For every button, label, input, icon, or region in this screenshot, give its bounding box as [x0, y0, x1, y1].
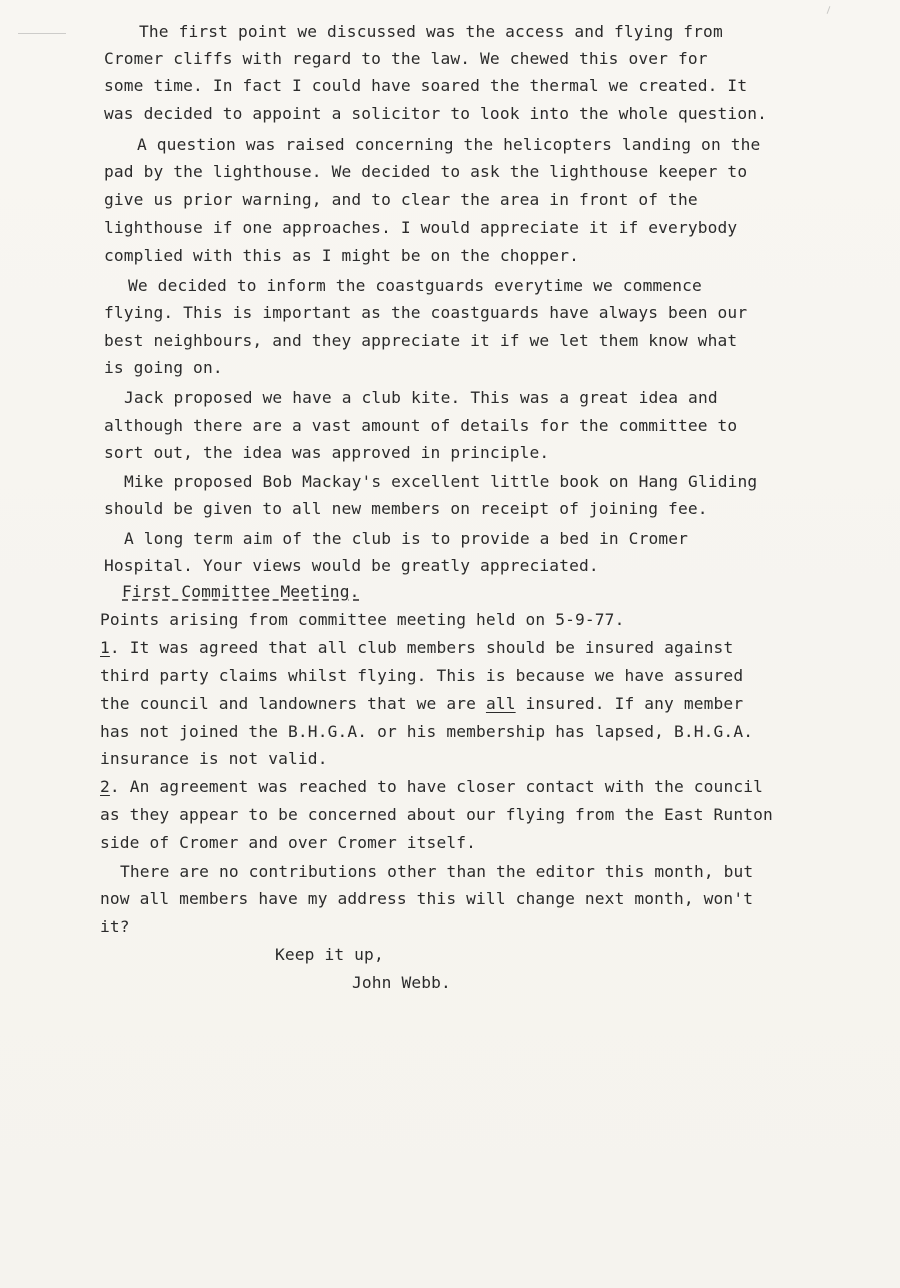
- paragraph-4-line-1: Jack proposed we have a club kite. This was a great idea and: [124, 388, 718, 407]
- paragraph-3-line-4: is going on.: [104, 358, 223, 377]
- paragraph-6-line-1: A long term aim of the club is to provide a bed in Cromer: [124, 529, 689, 548]
- paragraph-5-line-2: should be given to all new members on receipt of joining fee.: [104, 499, 708, 518]
- item-1-number: 1: [100, 638, 110, 657]
- paper-mark-top-left: [18, 33, 66, 34]
- item-1-line-2: third party claims whilst flying. This is because we have assured: [100, 666, 744, 685]
- paragraph-4-line-2: although there are a vast amount of details for the committee to: [104, 416, 738, 435]
- paragraph-3-line-2: flying. This is important as the coastguards have always been our: [104, 303, 748, 322]
- item-1-line-5: insurance is not valid.: [100, 749, 328, 768]
- item-2-line-3: side of Cromer and over Cromer itself.: [100, 833, 477, 852]
- closing-line-3: it?: [100, 917, 130, 936]
- closing-line-2: now all members have my address this will change next month, won't: [100, 889, 754, 908]
- closing-line-1: There are no contributions other than the editor this month, but: [120, 862, 754, 881]
- item-2-number: 2: [100, 777, 110, 796]
- paragraph-1-line-4: was decided to appoint a solicitor to look into the whole question.: [104, 104, 768, 123]
- paragraph-3-line-1: We decided to inform the coastguards everytime we commence: [128, 276, 702, 295]
- item-1-line-3-post: insured. If any member: [515, 694, 744, 713]
- item-1-line-1: [100, 638, 733, 658]
- signoff-greeting: Keep it up,: [275, 945, 384, 964]
- paragraph-6-line-2: Hospital. Your views would be greatly appreciated.: [104, 556, 599, 575]
- committee-heading: First Committee Meeting.: [122, 582, 360, 601]
- item-1-text: . It was agreed that all club members should be insured against: [109, 638, 734, 657]
- paragraph-2-line-1: A question was raised concerning the helicopters landing on the: [137, 135, 761, 154]
- paragraph-1-line-1: The first point we discussed was the access and flying from: [139, 22, 723, 41]
- item-2-text: . An agreement was reached to have closer contact with the council: [109, 777, 764, 796]
- underlined-all: all: [485, 694, 516, 713]
- paper-mark-top-right: [827, 6, 831, 14]
- paragraph-2-line-5: complied with this as I might be on the chopper.: [104, 246, 579, 265]
- paragraph-5-line-1: Mike proposed Bob Mackay's excellent little book on Hang Gliding: [124, 472, 758, 491]
- paragraph-4-line-3: sort out, the idea was approved in principle.: [104, 443, 550, 462]
- item-2-line-1: [100, 777, 763, 797]
- paragraph-2-line-3: give us prior warning, and to clear the area in front of the: [104, 190, 698, 209]
- paragraph-2-line-2: pad by the lighthouse. We decided to ask the lighthouse keeper to: [104, 162, 748, 181]
- item-1-line-4: has not joined the B.H.G.A. or his membership has lapsed, B.H.G.A.: [100, 722, 754, 741]
- item-1-line-3-pre: the council and landowners that we are: [100, 694, 486, 713]
- committee-intro: Points arising from committee meeting held on 5-9-77.: [100, 610, 625, 629]
- item-1-line-3: [100, 694, 743, 714]
- signoff-name: John Webb.: [352, 973, 451, 992]
- paragraph-1-line-2: Cromer cliffs with regard to the law. We chewed this over for: [104, 49, 708, 68]
- item-2-line-2: as they appear to be concerned about our flying from the East Runton: [100, 805, 773, 824]
- paragraph-3-line-3: best neighbours, and they appreciate it if we let them know what: [104, 331, 738, 350]
- paragraph-2-line-4: lighthouse if one approaches. I would appreciate it if everybody: [104, 218, 738, 237]
- paragraph-1-line-3: some time. In fact I could have soared the thermal we created. It: [104, 76, 748, 95]
